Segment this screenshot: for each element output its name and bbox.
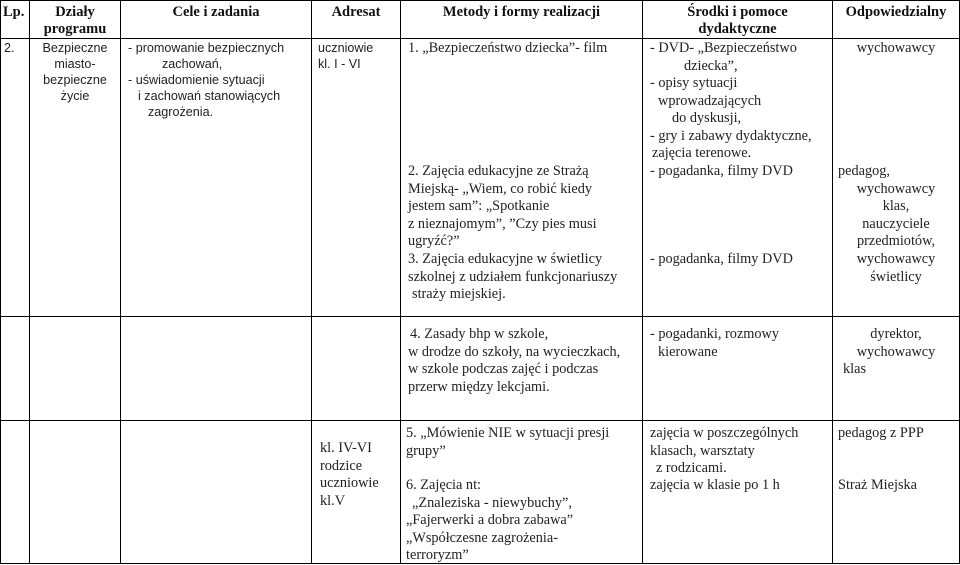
- srodki-6: zajęcia w klasie po 1 h: [650, 477, 780, 493]
- table-border-top: [0, 0, 960, 1]
- method-5: 5. „Mówienie NIE w sytuacji presji grupy”: [406, 425, 610, 459]
- row-dzial: Bezpieczne miasto- bezpieczne życie: [42, 41, 108, 103]
- header-odpowiedzialny: Odpowiedzialny: [845, 4, 947, 20]
- col-divider: [0, 0, 1, 564]
- odp-5: pedagog z PPP: [838, 425, 924, 441]
- srodki-3: - pogadanka, filmy DVD: [650, 251, 793, 267]
- srodki-2: - pogadanka, filmy DVD: [650, 163, 793, 179]
- method-4: 4. Zasady bhp w szkole, w drodze do szkoły, na wycieczkach, w szkole podczas zajęć i podczas przerw między lekcjami.: [408, 326, 621, 395]
- odp-2: pedagog, wychowawcy klas, nauczyciele przedmiotów,: [838, 163, 936, 249]
- odp-4: dyrektor, wychowawcy klas: [843, 326, 936, 377]
- method-2: 2. Zajęcia edukacyjne ze Strażą Miejską- „Wiem, co robić kiedy jestem sam”: „Spotkanie z nieznajomym”, ”Czy pies musi ugryźć?”: [408, 163, 597, 249]
- row-cele: - promowanie bezpiecznych zachowań, - uświadomienie sytuacji i zachowań stanowiących zagrożenia.: [128, 41, 285, 119]
- col-divider: [311, 0, 312, 564]
- odp-6: Straż Miejska: [838, 477, 918, 493]
- header-metody: Metody i formy realizacji: [442, 4, 601, 20]
- method-6: 6. Zajęcia nt: „Znaleziska - niewybuchy”, „Fajerwerki a dobra zabawa” „Współczesne zagrożenia- terroryzm”: [406, 477, 574, 563]
- header-cele: Cele i zadania: [172, 4, 260, 20]
- srodki-5: zajęcia w poszczególnych klasach, warsztaty z rodzicami.: [650, 425, 799, 476]
- row-adresat: uczniowie kl. I - VI: [318, 41, 374, 71]
- method-1: 1. „Bezpieczeństwo dziecka”- film: [408, 40, 608, 56]
- row-lp: 2.: [4, 41, 15, 55]
- srodki-1: - DVD- „Bezpieczeństwo dziecka”, - opisy sytuacji wprowadzających do dyskusji, - gry i zabawy dydaktyczne, zajęcia terenowe.: [650, 40, 812, 161]
- header-dzialy: Działy programu: [43, 4, 107, 37]
- col-divider: [400, 0, 401, 564]
- header-divider: [0, 38, 960, 39]
- odp-1: wychowawcy: [856, 40, 936, 56]
- row-divider: [0, 420, 960, 421]
- header-lp: Lp.: [3, 4, 25, 20]
- header-srodki: Środki i pomoce dydaktyczne: [687, 4, 788, 37]
- method-3: 3. Zajęcia edukacyjne w świetlicy szkolnej z udziałem funkcjonariuszy straży miejskiej.: [408, 251, 618, 302]
- col-divider: [120, 0, 121, 564]
- header-adresat: Adresat: [331, 4, 381, 20]
- col-divider: [642, 0, 643, 564]
- odp-3: wychowawcy świetlicy: [856, 251, 936, 285]
- srodki-4: - pogadanki, rozmowy kierowane: [650, 326, 780, 360]
- row-adresat-2: kl. IV-VI rodzice uczniowie kl.V: [320, 440, 379, 509]
- row-divider: [0, 316, 960, 317]
